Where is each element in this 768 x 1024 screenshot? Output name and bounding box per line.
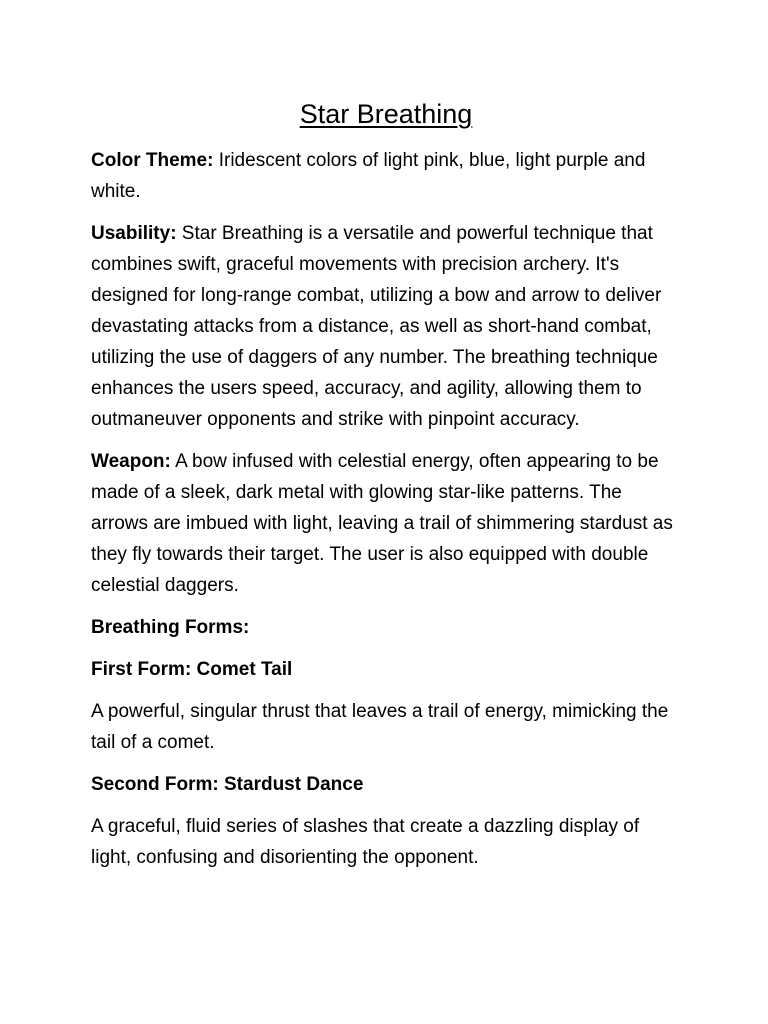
usability-label: Usability: — [91, 223, 177, 244]
color-theme-label: Color Theme: — [91, 150, 214, 171]
weapon-text: A bow infused with celestial energy, often appearing to be made of a sleek, dark metal with glowing star-like patterns. The arrows are imbued with light, leaving a trail of shimmering stardust as they fly towards their target. The user is also equipped with double celestial daggers. — [91, 451, 673, 596]
weapon-paragraph — [91, 446, 681, 601]
breathing-forms-heading: Breathing Forms: — [91, 617, 250, 638]
weapon-label: Weapon: — [91, 451, 171, 472]
second-form-description: A graceful, fluid series of slashes that create a dazzling display of light, confusing and disorienting the opponent. — [91, 816, 640, 868]
page-title: Star Breathing — [299, 99, 473, 129]
usability-paragraph — [91, 218, 681, 435]
color-theme-text: Iridescent colors of light pink, blue, light purple and white. — [91, 150, 646, 202]
first-form-name: First Form: Comet Tail — [91, 659, 293, 680]
first-form-description: A powerful, singular thrust that leaves a trail of energy, mimicking the tail of a comet. — [91, 701, 669, 753]
color-theme-paragraph — [91, 145, 681, 207]
usability-text: Star Breathing is a versatile and powerful technique that combines swift, graceful movements with precision archery. It's designed for long-range combat, utilizing a bow and arrow to deliver devastating attacks from a distance, as well as short-hand combat, utilizing the use of daggers of any number. The breathing technique enhances the users speed, accuracy, and agility, allowing them to outmaneuver opponents and strike with pinpoint accuracy. — [91, 223, 662, 430]
second-form-name: Second Form: Stardust Dance — [91, 774, 364, 795]
document-body — [91, 94, 681, 884]
